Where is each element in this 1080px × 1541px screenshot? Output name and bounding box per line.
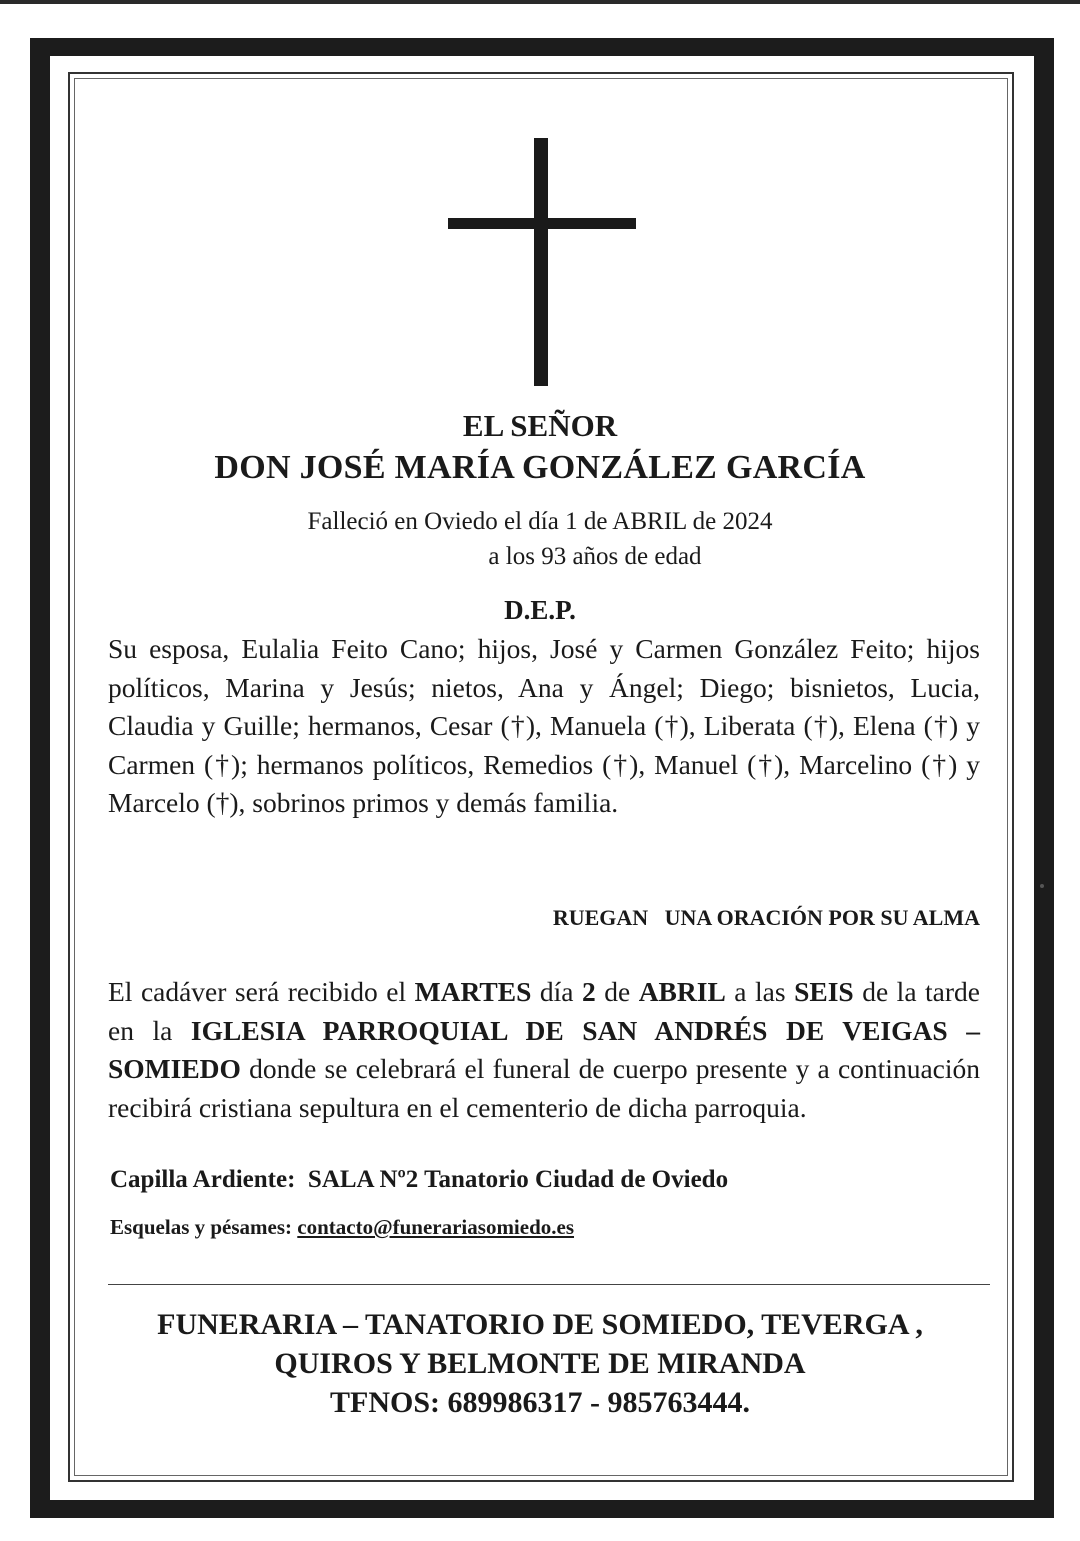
funeral-text: donde se celebrará el funeral de cuerpo presente y a continuación recibirá cristiana sepultura en el cementerio de dicha parroquia. [108, 1053, 980, 1123]
funeral-church: IGLESIA PARROQUIAL DE SAN ANDRÉS DE VEIGAS – SOMIEDO [108, 1014, 980, 1084]
funeral-home-name: FUNERARIA – TANATORIO DE SOMIEDO, TEVERGA , [157, 1308, 923, 1341]
funeral-paragraph [108, 973, 980, 1127]
funeral-day: MARTES [414, 976, 532, 1007]
chapel-info: Capilla Ardiente: SALA Nº2 Tanatorio Ciudad de Oviedo [110, 1166, 729, 1193]
funeral-text: a las [725, 976, 795, 1007]
contact-label: Esquelas y pésames: [110, 1215, 298, 1239]
dep-heading: D.E.P. [504, 595, 576, 625]
title-honorific: EL SEÑOR [462, 408, 618, 443]
prayer-request: RUEGAN UNA ORACIÓN POR SU ALMA [552, 905, 980, 930]
funeral-hour: SEIS [794, 976, 854, 1007]
footer-divider [108, 1284, 990, 1285]
latin-cross-icon [448, 138, 636, 388]
death-date-line: Falleció en Oviedo el día 1 de ABRIL de 2024 [307, 508, 773, 535]
funeral-home-name-cont: QUIROS Y BELMONTE DE MIRANDA [274, 1347, 806, 1380]
funeral-text: día [531, 976, 582, 1007]
cross-horizontal-bar [448, 218, 636, 229]
funeral-text: de la tarde en la [108, 976, 980, 1046]
funeral-text: El cadáver será recibido el [108, 976, 415, 1007]
funeral-date: 2 [581, 976, 596, 1007]
funeral-text: de [595, 976, 639, 1007]
age-line: a los 93 años de edad [488, 543, 702, 570]
funeral-home-phones: TFNOS: 689986317 - 985763444. [330, 1386, 750, 1419]
contact-email-link[interactable]: contacto@funerariasomiedo.es [297, 1215, 575, 1239]
scan-speck [1040, 884, 1044, 888]
deceased-name: DON JOSÉ MARÍA GONZÁLEZ GARCÍA [214, 449, 866, 486]
funeral-month: ABRIL [638, 976, 726, 1007]
contact-line [110, 1215, 574, 1240]
family-paragraph: Su esposa, Eulalia Feito Cano; hijos, José y Carmen González Feito; hijos políticos, Marina y Jesús; nietos, Ana y Ángel; Diego; bisnietos, Lucia, Claudia y Guille; hermanos, Cesar (†), Manuela (†), Liberata (†), Elena (†) y Carmen (†); hermanos políticos, Remedios (†), Manuel (†), Marcelino (†) y Marcelo (†), sobrinos primos y demás familia. [108, 633, 980, 818]
top-edge-line [0, 0, 1080, 4]
cross-vertical-bar [534, 138, 548, 386]
